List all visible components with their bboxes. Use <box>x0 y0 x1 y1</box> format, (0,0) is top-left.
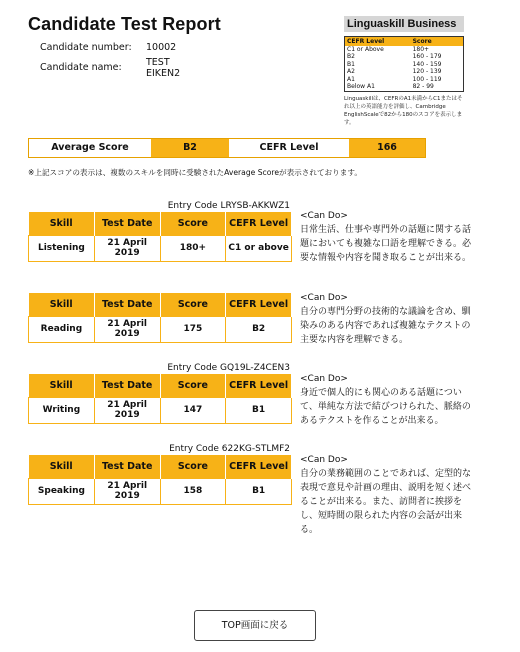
ls-cell-score: 140 - 159 <box>412 60 442 68</box>
entry-code: Entry Code GQ19L-Z4CEN3 <box>167 363 290 373</box>
cell-test-date: 21 April 2019 <box>94 316 160 342</box>
table-row <box>29 235 292 261</box>
skill-table-writing <box>28 374 292 424</box>
ls-header-cefr: CEFR Level <box>345 37 411 46</box>
ls-cell-level: Below A1 <box>347 83 375 91</box>
header-test-date: Test Date <box>94 374 160 397</box>
ls-row <box>345 46 464 54</box>
cell-skill: Speaking <box>29 478 95 504</box>
cando-line: 日常生活、仕事や専門外の話題に関する話 <box>300 225 472 235</box>
skill-table-listening <box>28 212 292 262</box>
cando-line: 自分の専門分野の技術的な議論を含め、馴 <box>300 307 471 317</box>
header-score: Score <box>160 455 226 478</box>
cando-line: る。 <box>300 525 319 535</box>
cell-test-date: 21 April 2019 <box>94 397 160 423</box>
ls-row <box>345 83 464 91</box>
ls-cell-level: A1 <box>347 75 355 83</box>
cando-line: し、短時間の限られた内容の会話が出来 <box>300 511 463 521</box>
ls-row <box>345 61 464 69</box>
header-cefr-level: CEFR Level <box>226 293 292 316</box>
cando-line: 自分の業務範囲のことであれば、定型的な <box>300 469 472 479</box>
ls-cell-score: 120 - 139 <box>412 68 442 76</box>
cell-score: 147 <box>160 397 226 423</box>
cando-title: <Can Do> <box>300 211 348 221</box>
cando-line: 表現で意見や計画の理由、説明を短く述べ <box>300 483 472 493</box>
cando-writing <box>300 372 492 428</box>
page-title: Candidate Test Report <box>28 14 221 34</box>
cando-line: 要な情報や内容を聞き取ることが出来る。 <box>300 253 472 263</box>
cell-score: 180+ <box>160 235 226 261</box>
cell-skill: Reading <box>29 316 95 342</box>
table-row <box>29 316 292 342</box>
ls-row <box>345 53 464 61</box>
ls-cell-score: 100 - 119 <box>412 75 442 83</box>
cell-score: 175 <box>160 316 226 342</box>
header-score: Score <box>160 212 226 235</box>
header-test-date: Test Date <box>94 212 160 235</box>
cell-skill: Listening <box>29 235 95 261</box>
table-row <box>29 397 292 423</box>
ls-header-score: Score <box>411 37 464 46</box>
header-cefr-level: CEFR Level <box>226 374 292 397</box>
header-skill: Skill <box>29 212 95 235</box>
candidate-name-second: EIKEN2 <box>146 68 181 79</box>
header-cefr-level: CEFR Level <box>226 455 292 478</box>
ls-cell-level: C1 or Above <box>347 45 384 53</box>
cefr-level-value: 166 <box>349 139 425 157</box>
cando-line: ることが出来る。また、訪問者に挨拶を <box>300 497 463 507</box>
back-to-top-button[interactable]: TOP画面に戻る <box>194 610 316 641</box>
cando-line: て、単純な方法で結びつけられた、脈絡の <box>300 402 471 412</box>
header-test-date: Test Date <box>94 455 160 478</box>
ls-row <box>345 76 464 84</box>
cell-skill: Writing <box>29 397 95 423</box>
candidate-name-first: TEST <box>146 57 170 68</box>
cell-test-date: 21 April 2019 <box>94 478 160 504</box>
linguaskill-title: Linguaskill Business <box>344 16 464 32</box>
ls-row <box>345 68 464 76</box>
average-score-label: Average Score <box>29 139 151 157</box>
cell-cefr-level: B1 <box>226 397 292 423</box>
table-row <box>29 478 292 504</box>
ls-cell-level: B1 <box>347 60 355 68</box>
cell-score: 158 <box>160 478 226 504</box>
candidate-number-value: 10002 <box>146 42 177 53</box>
cell-cefr-level: B2 <box>226 316 292 342</box>
header-skill: Skill <box>29 455 95 478</box>
entry-code: Entry Code LRYSB-AKKWZ1 <box>167 201 290 211</box>
skill-table-reading <box>28 293 292 343</box>
linguaskill-reference-box <box>344 16 464 127</box>
header-skill: Skill <box>29 293 95 316</box>
cell-cefr-level: C1 or above <box>226 235 292 261</box>
cando-title: <Can Do> <box>300 374 348 384</box>
cell-test-date: 21 April 2019 <box>94 235 160 261</box>
cando-title: <Can Do> <box>300 455 348 465</box>
cefr-level-label: CEFR Level <box>229 139 349 157</box>
cando-title: <Can Do> <box>300 293 348 303</box>
cando-line: 題においても複雑な口語を理解できる。必 <box>300 239 472 249</box>
cando-reading <box>300 291 492 347</box>
cando-line: 染みのある内容であれば複雑なテクストの <box>300 321 471 331</box>
header-cefr-level: CEFR Level <box>226 212 292 235</box>
cando-listening <box>300 209 492 265</box>
ls-cell-score: 180+ <box>412 45 430 53</box>
ls-cell-level: B2 <box>347 53 355 61</box>
candidate-number-label: Candidate number: <box>40 42 132 53</box>
header-score: Score <box>160 293 226 316</box>
header-skill: Skill <box>29 374 95 397</box>
linguaskill-score-table <box>344 36 464 92</box>
header-test-date: Test Date <box>94 293 160 316</box>
cell-cefr-level: B1 <box>226 478 292 504</box>
cando-speaking <box>300 453 492 537</box>
ls-cell-score: 82 - 99 <box>412 83 434 91</box>
summary-bar <box>28 138 426 158</box>
cando-line: 主要な内容を理解できる。 <box>300 335 409 345</box>
summary-note: ※上記スコアの表示は、複数のスキルを同時に受験されたAverage Scoreが表示されております。 <box>28 168 362 177</box>
cando-line: 身近で個人的にも関心のある話題につい <box>300 388 462 398</box>
ls-cell-score: 160 - 179 <box>412 53 442 61</box>
cando-line: あるテクストを作ることが出来る。 <box>300 416 444 426</box>
candidate-name-label: Candidate name: <box>40 62 122 73</box>
header-score: Score <box>160 374 226 397</box>
skill-table-speaking <box>28 455 292 505</box>
linguaskill-note: Linguaskillは、CEFRのA1未満からC1またはそれ以上の英語能力を評価し、Cambridge EnglishScaleで82から180のスコアを表示します。 <box>344 96 463 127</box>
average-score-value: B2 <box>151 139 229 157</box>
ls-cell-level: A2 <box>347 68 355 76</box>
entry-code: Entry Code 622KG-STLMF2 <box>169 444 290 454</box>
